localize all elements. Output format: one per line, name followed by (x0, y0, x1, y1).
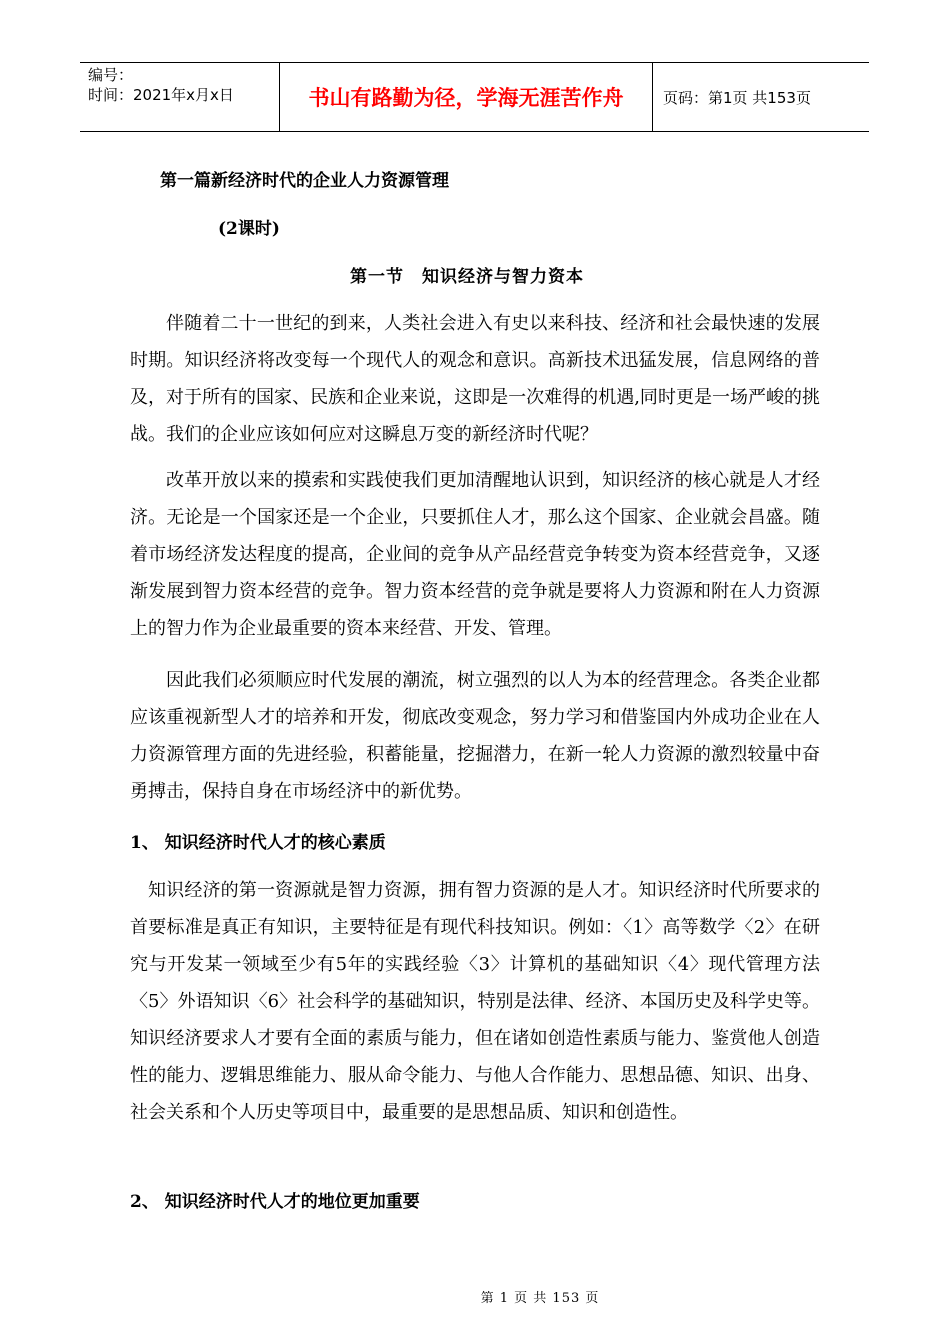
header-page-info: 页码：第1页 共153页 (663, 88, 811, 107)
time-label: 时间：2021年x月x日 (88, 86, 234, 104)
paragraph-1: 伴随着二十一世纪的到来，人类社会进入有史以来科技、经济和社会最快速的发展时期。知识经济将改变每一个现代人的观念和意识。高新技术迅猛发展，信息网络的普及，对于所有的国家、民族和企业来说，这即是一次难得的机遇,同时更是一场严峻的挑战。我们的企业应该如何应对这瞬息万变的新经济时代呢？ (130, 313, 820, 445)
header-meta (80, 63, 280, 131)
class-hours: (2课时) (218, 219, 280, 239)
part-title: 第一篇新经济时代的企业人力资源管理 (160, 171, 449, 191)
document-header (80, 62, 869, 132)
paragraph-4: 知识经济的第一资源就是智力资源，拥有智力资源的是人才。知识经济时代所要求的首要标准是真正有知识，主要特征是有现代科技知识。例如：〈1〉高等数学〈2〉在研究与开发某一领域至少有5年的实践经验〈3〉计算机的基础知识〈4〉现代管理方法〈5〉外语知识〈6〉社会科学的基础知识，特别是法律、经济、本国历史及科学史等。知识经济要求人才要有全面的素质与能力，但在诸如创造性素质与能力、鉴赏他人创造性的能力、逻辑思维能力、服从命令能力、与他人合作能力、思想品德、知识、出身、社会关系和个人历史等项目中，最重要的是思想品质、知识和创造性。 (130, 880, 820, 1123)
paragraph-2: 改革开放以来的摸索和实践使我们更加清醒地认识到，知识经济的核心就是人才经济。无论是一个国家还是一个企业，只要抓住人才，那么这个国家、企业就会昌盛。随着市场经济发达程度的提高，企业间的竞争从产品经营竞争转变为资本经营竞争，又逐渐发展到智力资本经营的竞争。智力资本经营的竞争就是要将人力资源和附在人力资源上的智力作为企业最重要的资本来经营、开发、管理。 (130, 470, 820, 639)
header-motto: 书山有路勤为径，学海无涯苦作舟 (280, 63, 653, 131)
section-title: 第一节 知识经济与智力资本 (350, 267, 584, 287)
subheading-1: 1、 知识经济时代人才的核心素质 (130, 833, 386, 853)
paragraph-3: 因此我们必须顺应时代发展的潮流，树立强烈的以人为本的经营理念。各类企业都应该重视新型人才的培养和开发，彻底改变观念，努力学习和借鉴国内外成功企业在人力资源管理方面的先进经验，积蓄能量，挖掘潜力，在新一轮人力资源的激烈较量中奋勇搏击，保持自身在市场经济中的新优势。 (130, 670, 820, 802)
page-footer: 第 1 页 共 153 页 (480, 1291, 600, 1306)
subheading-2: 2、 知识经济时代人才的地位更加重要 (130, 1192, 420, 1212)
serial-label: 编号： (88, 66, 134, 84)
